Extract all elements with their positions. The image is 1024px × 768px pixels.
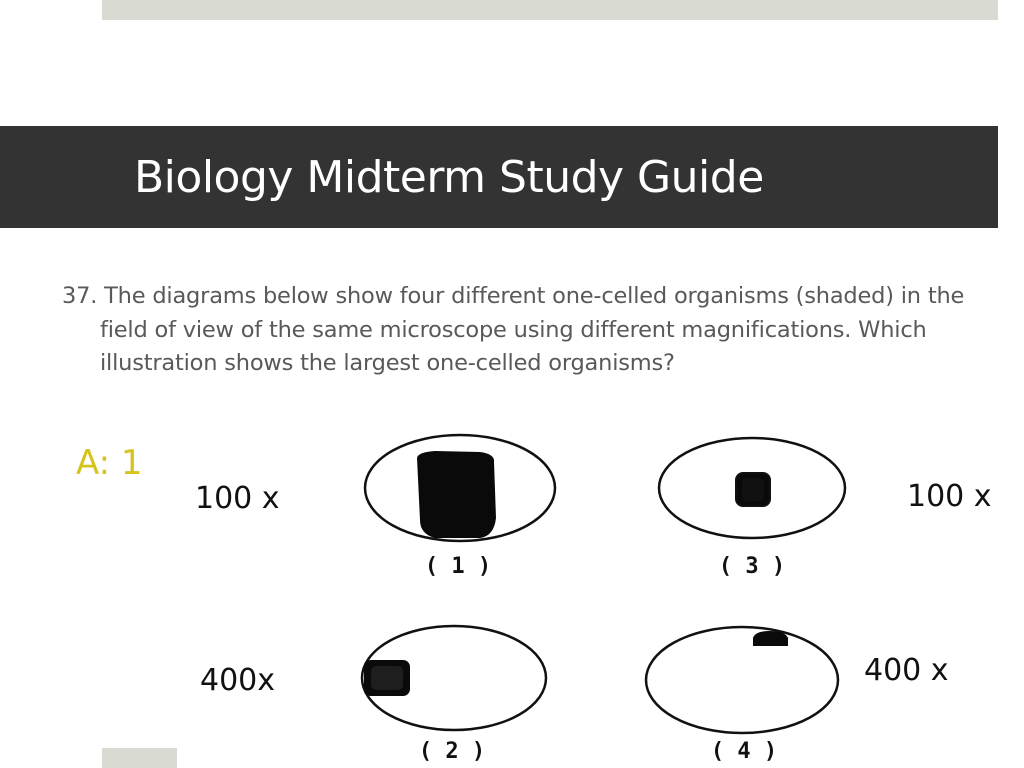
panel-3 (659, 438, 992, 579)
organism-1 (417, 451, 496, 538)
caption-4: ( 4 ) (710, 739, 778, 764)
slide-title: Biology Midterm Study Guide (134, 152, 764, 203)
top-accent-bar (102, 0, 998, 20)
caption-1: ( 1 ) (424, 554, 492, 579)
organism-4 (753, 631, 788, 646)
magnification-label-3: 100 x (907, 479, 992, 514)
answer-text: A: 1 (76, 443, 143, 483)
microscope-diagram (180, 428, 1020, 768)
caption-3: ( 3 ) (718, 554, 786, 579)
magnification-label-1: 100 x (195, 481, 280, 516)
magnification-label-4: 400 x (864, 653, 949, 688)
organism-3-nucleus (742, 478, 764, 501)
microscope-diagram-svg (180, 428, 1020, 768)
panel-2 (200, 626, 546, 764)
caption-2: ( 2 ) (418, 739, 486, 764)
panel-1 (195, 435, 555, 579)
bottom-accent-block (102, 748, 177, 768)
magnification-label-2: 400x (200, 663, 276, 698)
field-of-view-4 (646, 627, 838, 733)
question-text: 37. The diagrams below show four different one-celled organisms (shaded) in the field of view of the same microscope using different magnifications. Which illustration shows the largest one-celled organisms? (62, 283, 965, 376)
organism-2-nucleus (371, 666, 403, 690)
panel-4 (646, 627, 949, 764)
